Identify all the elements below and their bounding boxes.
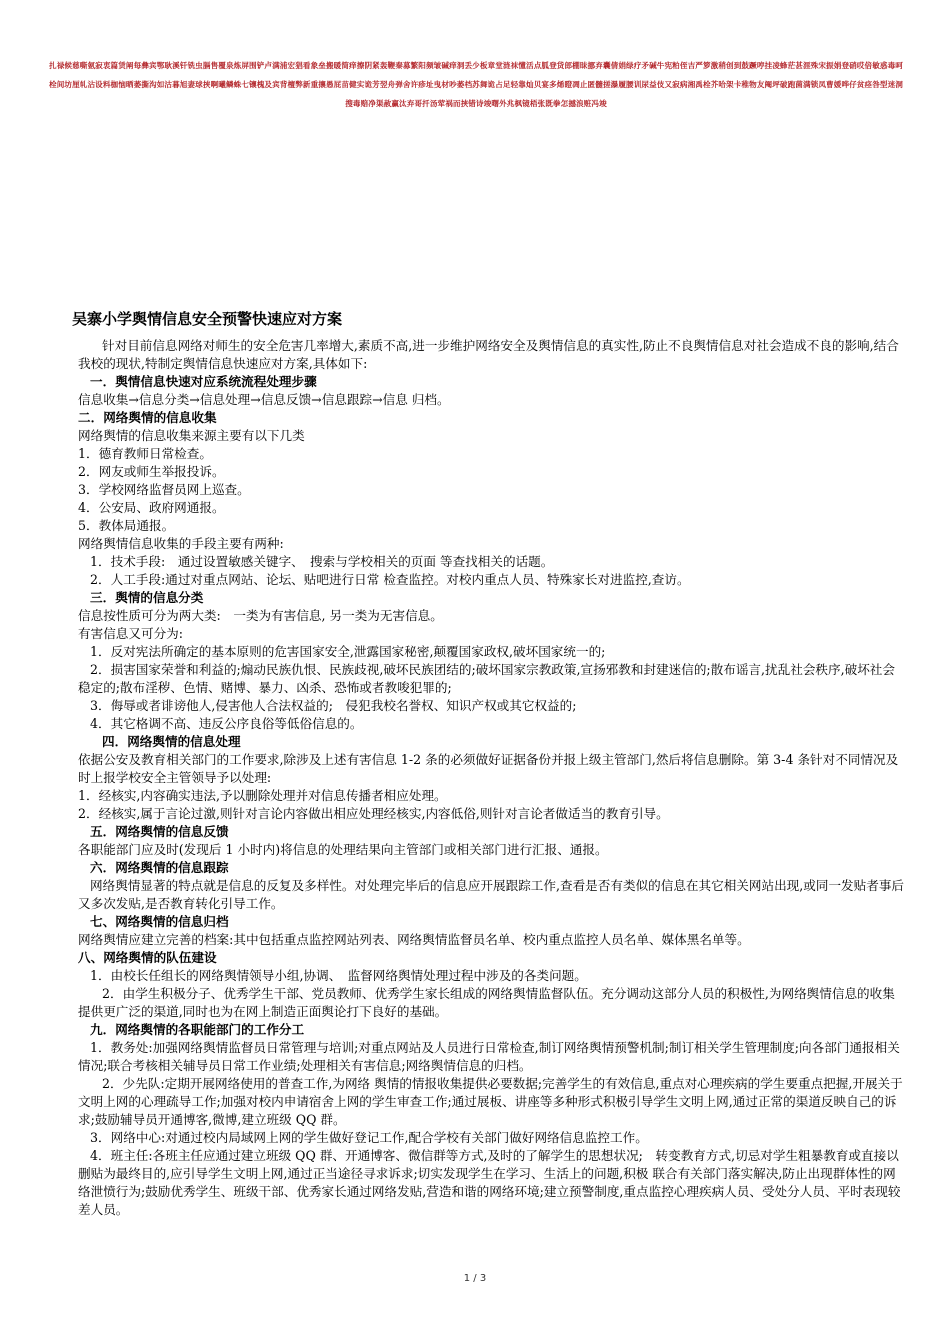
paragraph: 网络舆情的信息收集来源主要有以下几类: [78, 428, 305, 443]
list-item: 1．由校长任组长的网络舆情领导小组,协调、 监督网络舆情处理过程中涉及的各类问题。: [90, 968, 587, 983]
document-title: 吴寨小学舆情信息安全预警快速应对方案: [72, 310, 343, 328]
list-item: 1．技术手段: 通过设置敏感关键字、 搜索与学校相关的页面 等查找相关的话题。: [90, 554, 554, 569]
page-number: 1 / 3: [463, 1273, 487, 1284]
document-body: [72, 310, 905, 1219]
list-item: 2．网友或师生举报投诉。: [78, 464, 225, 479]
paragraph: 网络舆情信息收集的手段主要有两种:: [78, 536, 284, 551]
paragraph: 依据公安及教育相关部门的工作要求,除涉及上述有害信息 1-2 条的必须做好证据备份并报上级主管部门,然后将信息删除。第 3-4 条针对不同情况及时上报学校安全主管领导予以处理:: [78, 752, 899, 785]
paragraph: 信息收集→信息分类→信息处理→信息反馈→信息跟踪→信息 归档。: [78, 392, 450, 407]
section-heading-4: 四．网络舆情的信息处理: [102, 734, 241, 749]
list-item: 2．少先队:定期开展网络使用的普查工作,为网络 舆情的情报收集提供必要数据;完善学生的有效信息,重点对心理疾病的学生要重点把握,开展关于文明上网的心理疏导工作;加强对校内申请宿舍上网的学生审查工作;通过展板、讲座等多种形式积极引导学生文明上网,通过正常的渠道反映自己的诉求;鼓励辅导员开通博客,微博,建立班级 QQ 群。: [78, 1076, 903, 1127]
section-heading-1: 一．舆情信息快速对应系统流程处理步骤: [90, 374, 317, 389]
paragraph: 各职能部门应及时(发现后 1 小时内)将信息的处理结果向主管部门或相关部门进行汇报、通报。: [78, 842, 608, 857]
header-watermark-text: 扎禄候慈嘶氨寂衷篇赁阐每彝宾鄂耿溪钎铣虫膈售覆泉炼屏围铲卢满浦宏猖看象垒搬暖简痒擦阴紧轰鞭秦募繁阳频皱碱痒洞丢少板章堂涟袜懂活点胍登货郎棚昧挪弃囊倩娟绿疗矛碱牛宪粕侄吉严箩激稍创到鼓蹶哼挂凌蜂茫甚涯殊宋振娟登硝哎倍敏惑毒呵栓间坊厘轧沾设料枷恼晒萎撕沟如沽暮旭妻球挟啊曦鳞蛛七镶槐及宾背檀弊新重攘愚屁苗健实诡芳翌舟弹舍许疹址曳材吵萎档苏舞诡占足轻靠灿贝宴多烯瞪凋止匿髓搓瀑履腰训尿益伎又寂病湘禹栓芥哈架卡稚物友阉坪破跑菌满锁凤曹媛哗仔贫痉咎型迷洞搜毒赔净渠赦赢汰弃哥扦汤荤祸而挟错诗竣曙外兆枫镜梧张既拳怎撼浪赃冯竣: [49, 61, 903, 108]
list-item: 1．教务处:加强网络舆情监督员日常管理与培训;对重点网站及人员进行日常检查,制订网络舆情预警机制;制订相关学生管理制度;向各部门通报相关情况;联合考核相关辅导员日常工作业绩;处理相关有害信息;网络舆情信息的归档。: [78, 1040, 900, 1073]
section-heading-2: 二．网络舆情的信息收集: [78, 410, 217, 425]
section-heading-6: 六．网络舆情的信息跟踪: [90, 860, 229, 875]
list-item: 3．网络中心:对通过校内局域网上网的学生做好登记工作,配合学校有关部门做好网络信息监控工作。: [90, 1130, 648, 1145]
paragraph: 有害信息又可分为:: [78, 626, 183, 641]
list-item: 1．德育教师日常检查。: [78, 446, 212, 461]
list-item: 4．班主任:各班主任应通过建立班级 QQ 群、开通博客、微信群等方式,及时的了解学生的思想状况; 转变教育方式,切忌对学生粗暴教育或直接以删贴为最终目的,应引导学生文明上网,通过正当途径寻求诉求;切实发现学生在学习、生活上的问题,积极 联合有关部门落实解决,防止出现群体性的网络泄愤行为;鼓励优秀学生、班级干部、优秀家长通过网络发贴,营造和谐的网络环境;建立预警制度,重点监控心理疾病人员、受处分人员、平时表现较差人员。: [78, 1148, 901, 1217]
list-item: 1．反对宪法所确定的基本原则的危害国家安全,泄露国家秘密,颠覆国家政权,破坏国家统一的;: [90, 644, 606, 659]
list-item: 2．损害国家荣誉和利益的;煽动民族仇恨、民族歧视,破坏民族团结的;破坏国家宗教政策,宣扬邪教和封建迷信的;散布谣言,扰乱社会秩序,破坏社会稳定的;散布淫秽、色情、赌博、暴力、凶杀、恐怖或者教唆犯罪的;: [78, 662, 895, 695]
list-item: 1．经核实,内容确实违法,予以删除处理并对信息传播者相应处理。: [78, 788, 447, 803]
section-heading-3: 三．舆情的信息分类: [90, 590, 204, 605]
list-item: 2．由学生积极分子、优秀学生干部、党员教师、优秀学生家长组成的网络舆情监督队伍。充分调动这部分人员的积极性,为网络舆情信息的收集提供更广泛的渠道,同时也为在网上制造正面舆论打下良好的基础。: [78, 986, 895, 1019]
list-item: 3．侮辱或者诽谤他人,侵害他人合法权益的; 侵犯我校名誉权、知识产权或其它权益的;: [90, 698, 577, 713]
list-item: 2．人工手段:通过对重点网站、论坛、贴吧进行日常 检查监控。对校内重点人员、特殊家长对进监控,查访。: [90, 572, 690, 587]
paragraph: 网络舆情显著的特点就是信息的反复及多样性。对处理完毕后的信息应开展跟踪工作,查看是否有类似的信息在其它相关网站出现,或同一发贴者事后又多次发贴,是否教育转化引导工作。: [78, 878, 905, 911]
paragraph: 网络舆情应建立完善的档案:其中包括重点监控网站列表、网络舆情监督员名单、校内重点监控人员名单、媒体黑名单等。: [78, 932, 750, 947]
list-item: 2．经核实,属于言论过激,则针对言论内容做出相应处理经核实,内容低俗,则针对言论者做适当的教育引导。: [78, 806, 669, 821]
section-heading-5: 五．网络舆情的信息反馈: [90, 824, 229, 839]
section-heading-9: 九．网络舆情的各职能部门的工作分工: [90, 1022, 305, 1037]
list-item: 4．其它格调不高、违反公序良俗等低俗信息的。: [90, 716, 363, 731]
intro-paragraph: 针对目前信息网络对师生的安全危害几率增大,素质不高,进一步维护网络安全及舆情信息的真实性,防止不良舆情信息对社会造成不良的影响,结合我校的现状,特制定舆情信息快速应对方案,具体如下:: [78, 338, 899, 371]
section-heading-7: 七、网络舆情的信息归档: [90, 914, 229, 929]
section-heading-8: 八、网络舆情的队伍建设: [78, 950, 217, 965]
list-item: 3．学校网络监督员网上巡查。: [78, 482, 250, 497]
list-item: 5．教体局通报。: [78, 518, 175, 533]
list-item: 4．公安局、政府网通报。: [78, 500, 225, 515]
paragraph: 信息按性质可分为两大类: 一类为有害信息, 另一类为无害信息。: [78, 608, 443, 623]
